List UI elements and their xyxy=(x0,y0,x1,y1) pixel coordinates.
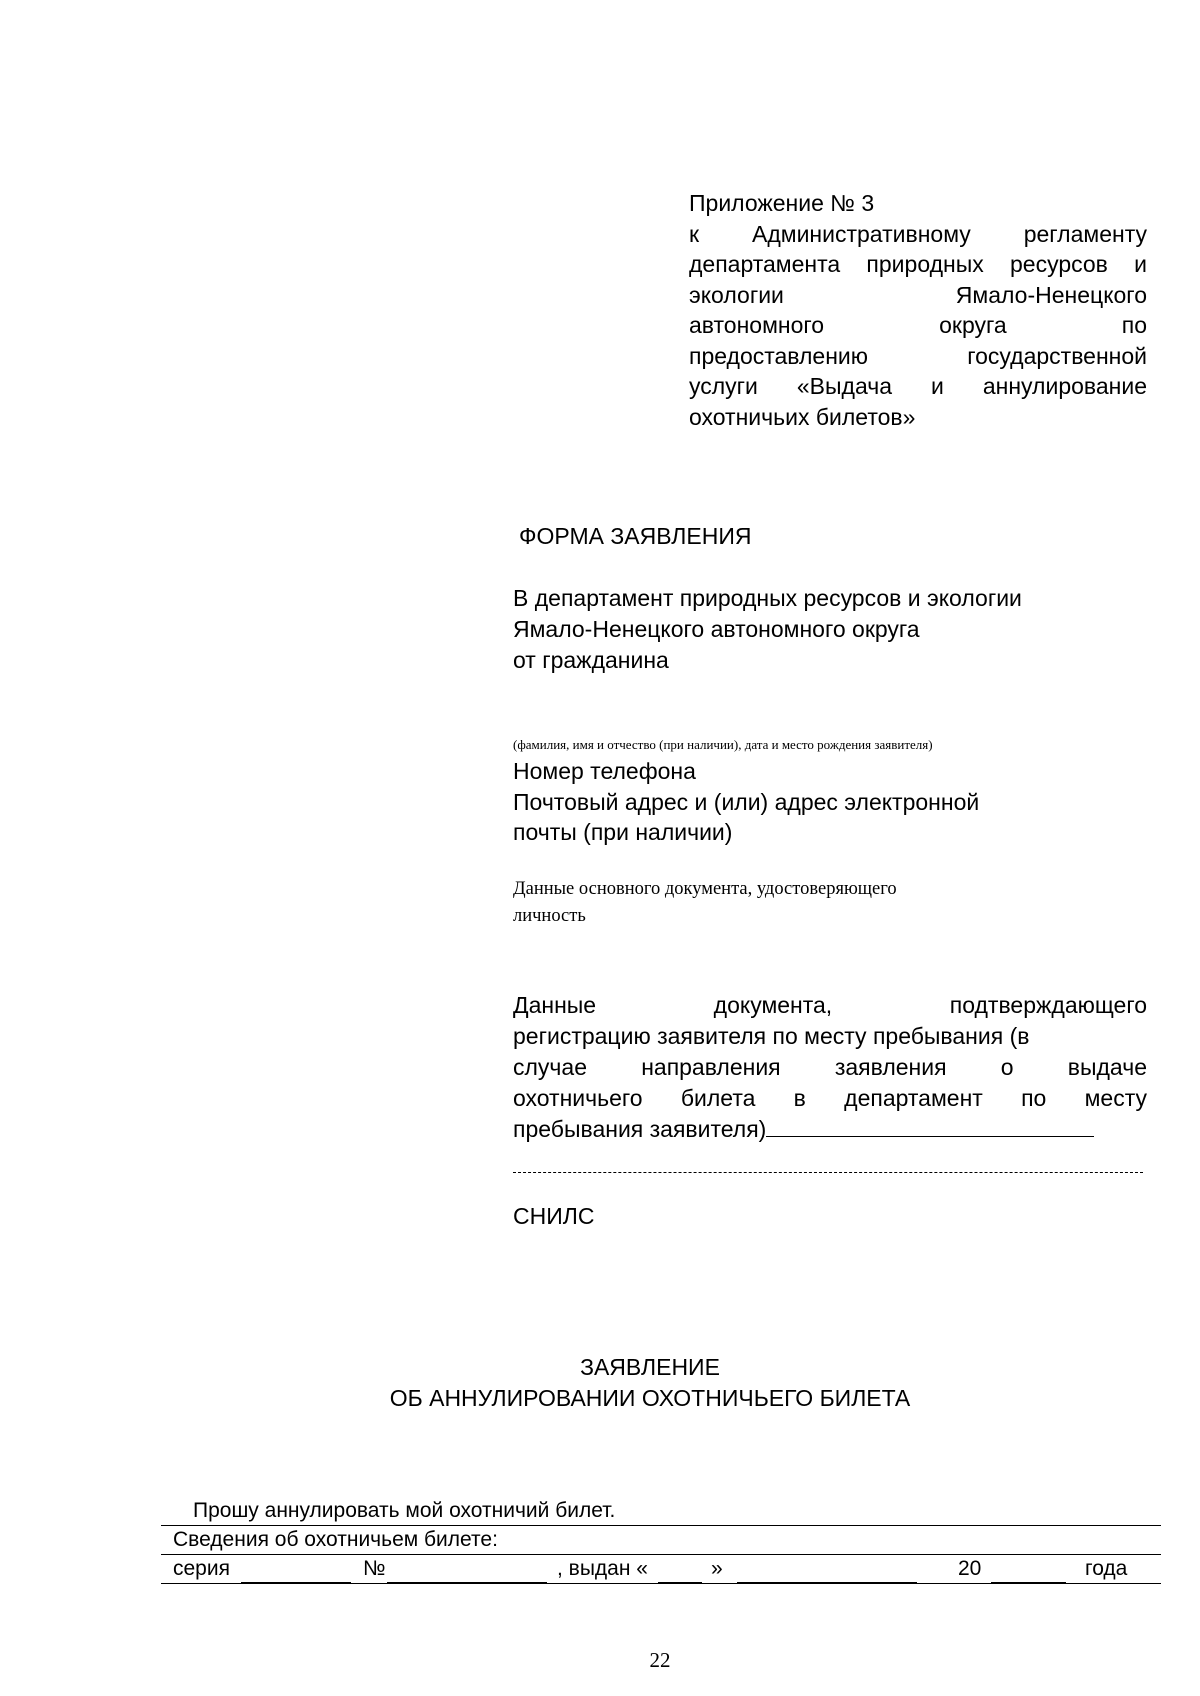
request-row xyxy=(161,1497,1161,1526)
registration-document-block xyxy=(513,990,1147,1145)
registration-line: случае направления заявления о выдаче xyxy=(513,1054,1147,1080)
addressee-line: В департамент природных ресурсов и экологии xyxy=(513,585,1022,611)
application-title-line: ЗАЯВЛЕНИЕ xyxy=(580,1354,720,1380)
application-title xyxy=(0,1352,1200,1414)
application-title-line: ОБ АННУЛИРОВАНИИ ОХОТНИЧЬЕГО БИЛЕТА xyxy=(389,1385,911,1411)
addressee-line: Ямало-Ненецкого автономного округа xyxy=(513,616,920,642)
appendix-line: предоставлению государственной xyxy=(689,342,1147,369)
series-field[interactable] xyxy=(241,1581,351,1583)
month-field[interactable] xyxy=(737,1581,917,1583)
address-label-cont: почты (при наличии) xyxy=(513,819,733,845)
form-title: ФОРМА ЗАЯВЛЕНИЯ xyxy=(519,523,752,549)
addressee-line: от гражданина xyxy=(513,647,669,673)
contact-block xyxy=(513,756,979,848)
day-field[interactable] xyxy=(658,1581,702,1583)
issued-label: , выдан « xyxy=(557,1557,648,1580)
ticket-info-label: Сведения об охотничьем билете: xyxy=(173,1528,498,1551)
quote-close: » xyxy=(711,1557,723,1580)
request-block xyxy=(161,1497,1161,1584)
year-label: года xyxy=(1085,1557,1128,1580)
applicant-name-note: (фамилия, имя и отчество (при наличии), дата и место рождения заявителя) xyxy=(513,737,933,752)
number-field[interactable] xyxy=(387,1581,547,1583)
year-prefix: 20 xyxy=(958,1557,982,1580)
addressee-block xyxy=(513,583,1022,676)
snils-label: СНИЛС xyxy=(513,1203,595,1229)
id-document-line: Данные основного документа, удостоверяющего xyxy=(513,879,897,899)
registration-line-last xyxy=(513,1114,1147,1145)
appendix-line: экологии Ямало-Ненецкого xyxy=(689,281,1147,308)
page-number: 22 xyxy=(649,1648,671,1672)
ticket-info-row xyxy=(161,1526,1161,1555)
registration-line: регистрацию заявителя по месту пребывания (в xyxy=(513,1023,1030,1049)
appendix-line: услуги «Выдача и аннулирование xyxy=(689,373,1147,399)
appendix-line: к Административному регламенту xyxy=(689,220,1147,247)
registration-line: охотничьего билета в департамент по месту xyxy=(513,1085,1147,1111)
registration-line: Данные документа, подтверждающего xyxy=(513,992,1147,1018)
year-field[interactable] xyxy=(991,1581,1066,1583)
number-label: № xyxy=(363,1557,386,1580)
id-document-block xyxy=(513,876,897,930)
id-document-line: личность xyxy=(513,906,586,926)
address-label: Почтовый адрес и (или) адрес электронной xyxy=(513,788,980,815)
appendix-line: департамента природных ресурсов и xyxy=(689,251,1147,277)
appendix-line: охотничьих билетов» xyxy=(689,403,916,430)
registration-fill-line-2[interactable] xyxy=(513,1172,1143,1173)
phone-label: Номер телефона xyxy=(513,758,696,784)
series-label: серия xyxy=(173,1557,230,1580)
appendix-line: автономного округа по xyxy=(689,312,1147,338)
appendix-header xyxy=(689,188,1147,432)
registration-line-text: пребывания заявителя) xyxy=(513,1116,767,1142)
appendix-line: Приложение № 3 xyxy=(689,190,875,216)
registration-fill-line[interactable] xyxy=(766,1114,1094,1137)
ticket-details-row xyxy=(161,1555,1161,1584)
request-text: Прошу аннулировать мой охотничий билет. xyxy=(193,1499,616,1522)
